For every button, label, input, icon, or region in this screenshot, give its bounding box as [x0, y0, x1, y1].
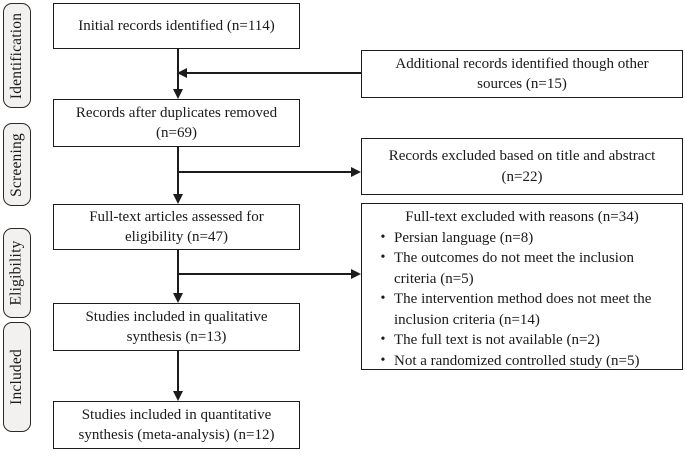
bullet-icon: •: [380, 291, 386, 307]
arrow-down-icon: [173, 391, 183, 401]
stage-label: Eligibility: [8, 240, 26, 306]
arrow-right-icon: [351, 167, 361, 177]
flow-box-records-after-duplicates: [53, 99, 300, 147]
box-text-line: Records excluded based on title and abstract: [388, 148, 656, 165]
arrow-left-icon: [177, 68, 187, 78]
list-item-text: Not a randomized controlled study (n=5): [394, 352, 640, 369]
box-text-line: (n=22): [501, 168, 543, 185]
box-text-line: Additional records identified though other: [395, 55, 649, 72]
bullet-icon: •: [380, 250, 386, 266]
arrow-down-icon: [173, 194, 183, 204]
list-item: [372, 351, 676, 372]
arrow-down-icon: [173, 293, 183, 303]
connector-line: [178, 171, 352, 173]
box-text-line: Studies included in quantitative: [81, 406, 272, 423]
stage-identification: [3, 3, 31, 108]
bullet-icon: •: [380, 229, 386, 245]
flow-box-full-text-assessed: [53, 204, 300, 250]
flow-box-initial-records: [53, 3, 300, 49]
connector-line: [178, 273, 352, 275]
side-box-additional-records: [361, 50, 683, 98]
side-box-full-text-excluded: [361, 203, 683, 370]
stage-eligibility: [3, 228, 31, 318]
box-text-line: Full-text articles assessed for: [89, 208, 264, 225]
flow-box-qualitative-synthesis: [53, 303, 300, 351]
connector-line: [177, 351, 179, 391]
stage-label: Included: [8, 349, 26, 405]
list-item-text: The intervention method does not meet the inclusion criteria (n=14): [394, 291, 652, 328]
box-text-line: Records after duplicates removed: [75, 104, 278, 121]
connector-line: [177, 250, 179, 293]
stage-label: Screening: [8, 132, 25, 197]
list-item-text: Persian language (n=8): [394, 229, 534, 246]
box-text-line: sources (n=15): [477, 76, 567, 92]
box-text-line: Initial records identified (n=114): [78, 17, 275, 34]
box-text-line: synthesis (n=13): [126, 329, 227, 345]
list-item-text: The full text is not available (n=2): [394, 332, 600, 349]
bullet-icon: •: [380, 352, 386, 368]
stage-label: Identification: [8, 12, 26, 99]
box-header: Full-text excluded with reasons (n=34): [405, 209, 639, 225]
list-item: [372, 248, 676, 289]
stage-screening: [3, 123, 31, 206]
list-item: [372, 289, 676, 330]
list-item: [372, 228, 676, 249]
list-item: [372, 330, 676, 351]
exclusion-reasons-list: [372, 228, 676, 372]
box-text-line: eligibility (n=47): [124, 229, 229, 245]
arrow-down-icon: [173, 89, 183, 99]
connector-line: [186, 72, 361, 74]
box-text-line: Studies included in qualitative: [85, 308, 268, 325]
flow-box-quantitative-synthesis: [53, 401, 300, 449]
box-text-line: synthesis (meta-analysis) (n=12): [78, 427, 275, 443]
bullet-icon: •: [380, 332, 386, 348]
list-item-text: The outcomes do not meet the inclusion criteria (n=5): [394, 250, 634, 287]
side-box-excluded-title-abstract: [361, 138, 683, 195]
box-text-line: (n=69): [156, 125, 197, 141]
stage-included: [3, 322, 31, 432]
arrow-right-icon: [351, 269, 361, 279]
